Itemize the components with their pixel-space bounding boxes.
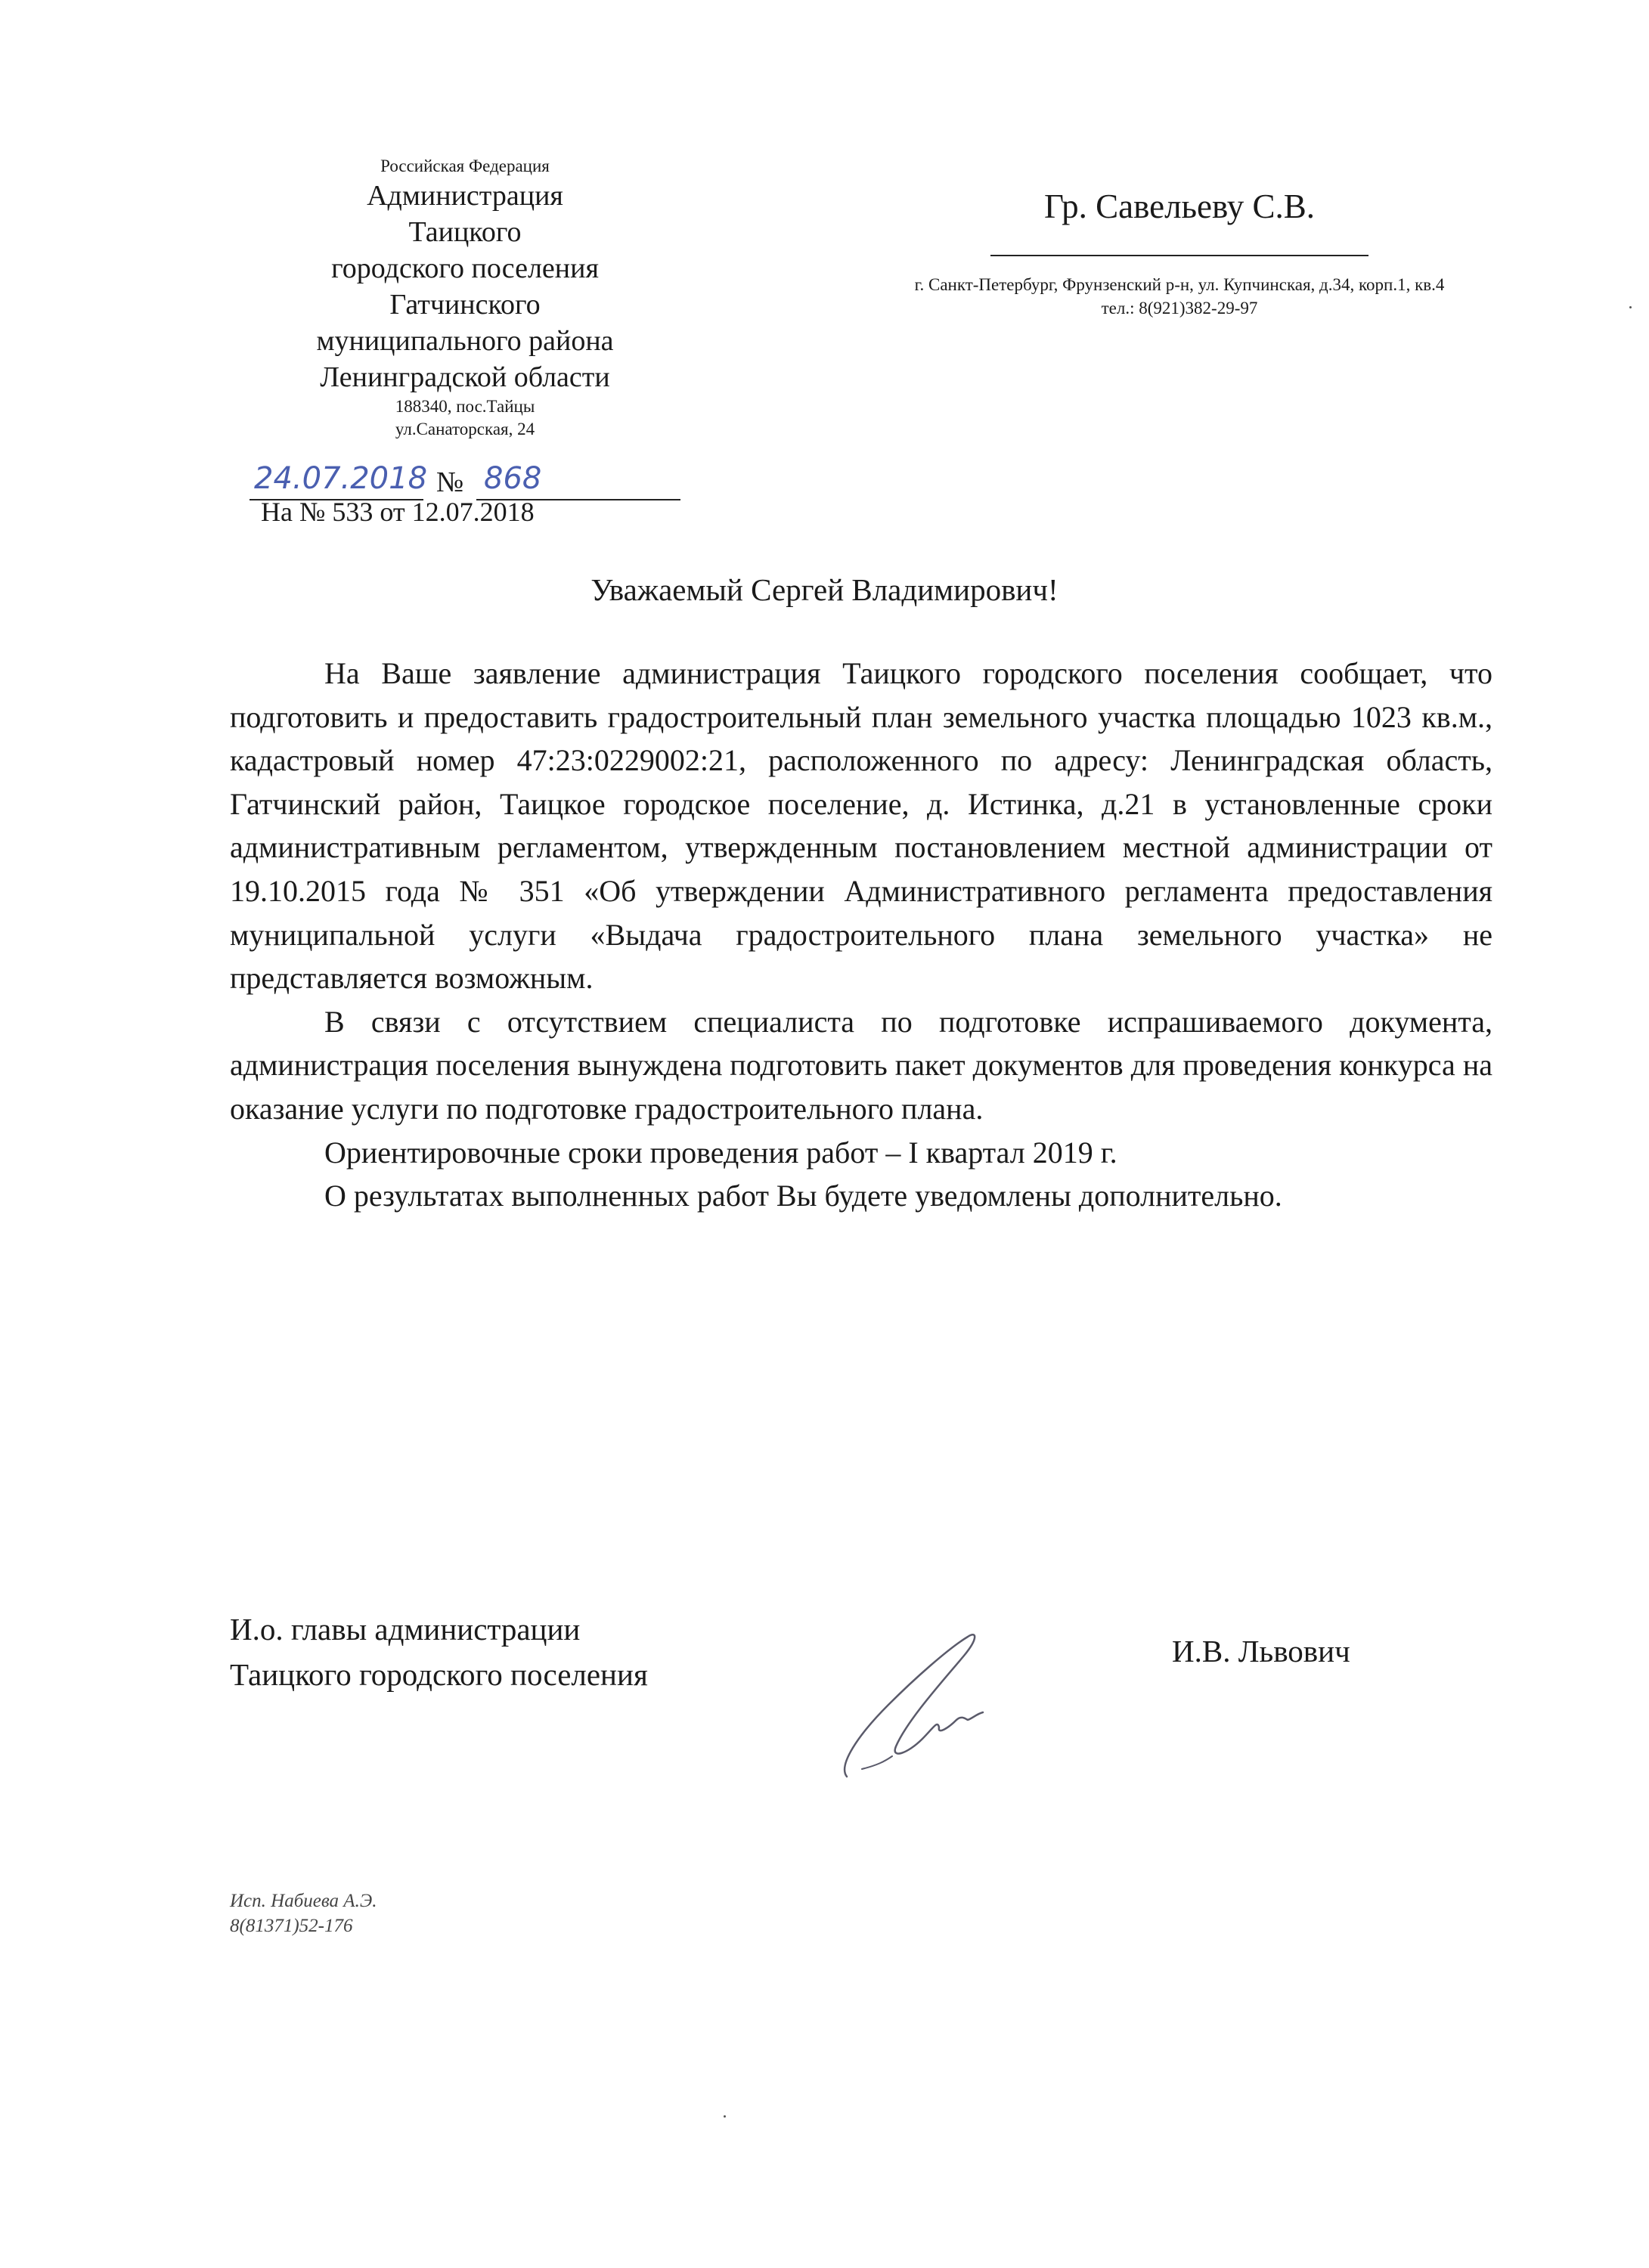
recipient-name: Гр. Савельеву С.В. <box>1043 187 1316 225</box>
reference-number: На № 533 от 12.07.2018 <box>261 497 535 527</box>
registration-number: 868 <box>484 461 542 496</box>
executor-name: Исп. Набиева А.Э. <box>230 1891 377 1911</box>
body-paragraph: О результатах выполненных работ Вы будете уведомлены дополнительно. <box>324 1179 1282 1213</box>
body-paragraph: На Ваше заявление администрация Таицкого городского поселения сообщает, что подготовить и предоставить градостроительный план земельного участка площадью 1023 кв.м., кадастровый номер 47:23:0229002:21, расположенного по адресу: Ленинградская область, Гатчинский район, Таицкое городское поселение, д. Истинка, д.21 в установленные сроки административным регламентом, утвержденным постановлением местной администрации от 19.10.2015 года № 351 «Об утверждении Административного регламента предоставления муниципальной услуги «Выдача градостроительного плана земельного участка» не представляется возможным. <box>230 656 1492 996</box>
sender-block <box>250 155 680 441</box>
handwritten-signature <box>817 1614 1013 1788</box>
letter-body <box>230 652 1492 1218</box>
sender-address-line: 188340, пос.Тайцы <box>395 397 535 416</box>
recipient-block <box>877 185 1482 320</box>
registration-date: 24.07.2018 <box>254 461 428 496</box>
signatory-name: И.В. Львович <box>1172 1634 1350 1668</box>
sender-org-line: Администрация <box>367 180 563 212</box>
body-paragraph: В связи с отсутствием специалиста по подготовке испрашиваемого документа, администрация поселения вынуждена подготовить пакет документов для проведения конкурса на оказание услуги по подготовке градостроительного плана. <box>230 1004 1492 1126</box>
sender-org-line: городского поселения <box>331 253 599 284</box>
salutation: Уважаемый Сергей Владимирович! <box>590 572 1059 607</box>
sender-org-line: муниципального района <box>316 325 614 357</box>
recipient-address: г. Санкт-Петербург, Фрунзенский р-н, ул. Купчинская, д.34, корп.1, кв.4 <box>914 275 1445 294</box>
sender-address-line: ул.Санаторская, 24 <box>395 420 535 438</box>
executor-phone: 8(81371)52-176 <box>230 1916 353 1936</box>
signature-stroke <box>845 1634 983 1777</box>
signature-stroke <box>862 1756 892 1769</box>
sender-org-line: Таицкого <box>408 216 522 248</box>
sender-org-line: Ленинградской области <box>320 361 610 393</box>
signatory-position-line: И.о. главы администрации <box>230 1612 581 1647</box>
scan-speck <box>724 2115 726 2118</box>
sender-country: Российская Федерация <box>380 156 550 175</box>
sender-org-line: Гатчинского <box>389 289 541 321</box>
signatory-position-line: Таицкого городского поселения <box>230 1657 648 1692</box>
executor-block <box>230 1888 377 1938</box>
scan-speck <box>1629 306 1632 308</box>
recipient-divider <box>990 255 1368 256</box>
registration-number-label: № <box>436 466 464 498</box>
signatory-position <box>230 1606 648 1697</box>
body-paragraph: Ориентировочные сроки проведения работ – I квартал 2019 г. <box>324 1135 1117 1170</box>
recipient-phone: тел.: 8(921)382-29-97 <box>1101 299 1258 318</box>
